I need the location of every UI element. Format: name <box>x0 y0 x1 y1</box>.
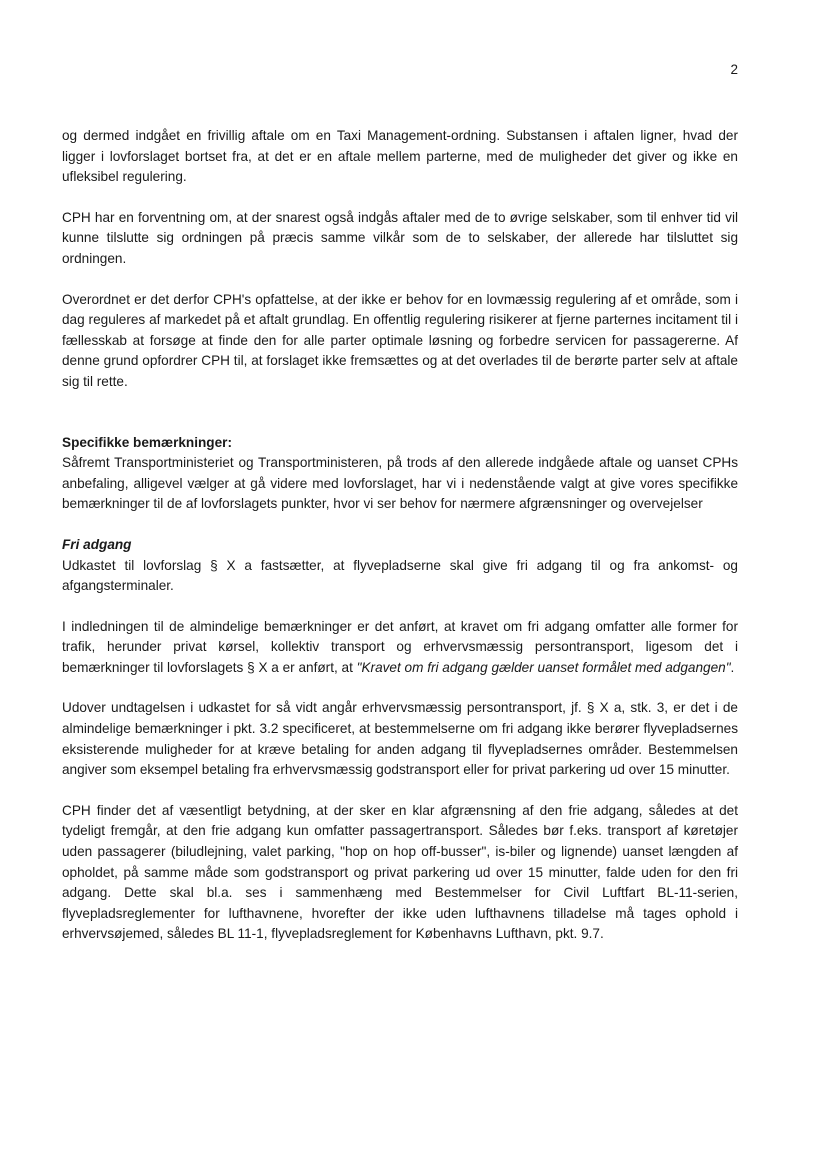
general-remarks-end: . <box>730 659 735 675</box>
general-remarks-quote: "Kravet om fri adgang gælder uanset formålet med adgangen" <box>356 659 731 675</box>
heading-specific-remarks: Specifikke bemærkninger: <box>62 434 232 450</box>
document-body <box>62 126 738 945</box>
paragraph-overall-view: Overordnet er det derfor CPH's opfattelse, at der ikke er behov for en lovmæssig regulering af et område, som i dag reguleres af markedet på et aftalt grundlag. En offentlig regulering risikerer at fjerne parternes incitament til i fællesskab at forsøge at finde den for alle parter optimale løsning og forbedre servicen for passagererne. Af denne grund opfordrer CPH til, at forslaget ikke fremsættes og at det overlades til de berørte parter selv at aftale sig til rette. <box>62 291 738 389</box>
page-number: 2 <box>730 62 738 77</box>
paragraph-general-remarks <box>62 617 738 679</box>
paragraph-free-access: Udkastet til lovforslag § X a fastsætter, at flyvepladserne skal give fri adgang til og fra ankomst- og afgangsterminaler. <box>62 557 738 594</box>
paragraph-specific-remarks: Såfremt Transportministeriet og Transportministeren, på trods af den allerede indgåede aftale og uanset CPHs anbefaling, alligevel vælger at gå videre med lovforslaget, har vi i nedenstående valgt at give vores specifikke bemærkninger til de af lovforslagets punkter, hvor vi ser behov for nærmere afgrænsninger og overvejelser <box>62 455 738 512</box>
general-remarks-text: I indledningen til de almindelige bemærkninger er det anført, at kravet om fri adgang omfatter alle former for trafik, herunder privat kørsel, kollektiv transport og erhvervsmæssig persontransport, ligesom det i bemærkninger til lovforslagets § X a er anført, at <box>62 618 738 675</box>
paragraph-exception: Udover undtagelsen i udkastet for så vidt angår erhvervsmæssig persontransport, jf. § X a, stk. 3, er det i de almindelige bemærkninger i pkt. 3.2 specificeret, at bestemmelserne om fri adgang ikke berører flyvepladsernes eksisterende muligheder for at kræve betaling for anden adgang til flyvepladsernes områder. Bestemmelsen angiver som eksempel betaling fra erhvervsmæssig godstransport eller for privat parkering ud over 15 minutter. <box>62 700 738 778</box>
paragraph-expectation: CPH har en forventning om, at der snarest også indgås aftaler med de to øvrige selskaber, som til enhver tid vil kunne tilslutte sig ordningen på præcis samme vilkår som de to selskaber, der allerede har tilsluttet sig ordningen. <box>62 209 738 266</box>
heading-free-access: Fri adgang <box>62 536 132 552</box>
paragraph-taxi-agreement: og dermed indgået en frivillig aftale om en Taxi Management-ordning. Substansen i aftalen ligner, hvad der ligger i lovforslaget bortset fra, at det er en aftale mellem parterne, med de muligheder det giver og ikke en ufleksibel regulering. <box>62 128 738 185</box>
paragraph-delimitation: CPH finder det af væsentligt betydning, at der sker en klar afgrænsning af den frie adgang, således at det tydeligt fremgår, at den frie adgang kun omfatter passagertransport. Således bør f.eks. transport af køretøjer uden passagerer (biludlejning, valet parking, "hop on hop off-busser", is-biler og lignende) uanset længden af opholdet, på samme måde som godstransport og privat parkering ud over 15 minutter, falde uden for den fri adgang. Dette skal bl.a. ses i sammenhæng med Bestemmelser for Civil Luftfart BL-11-serien, flyvepladsreglementer for lufthavnene, hvorefter der ikke uden lufthavnens tilladelse må tages ophold i erhvervsøjemed, således BL 11-1, flyvepladsreglement for Københavns Lufthavn, pkt. 9.7. <box>62 802 738 942</box>
